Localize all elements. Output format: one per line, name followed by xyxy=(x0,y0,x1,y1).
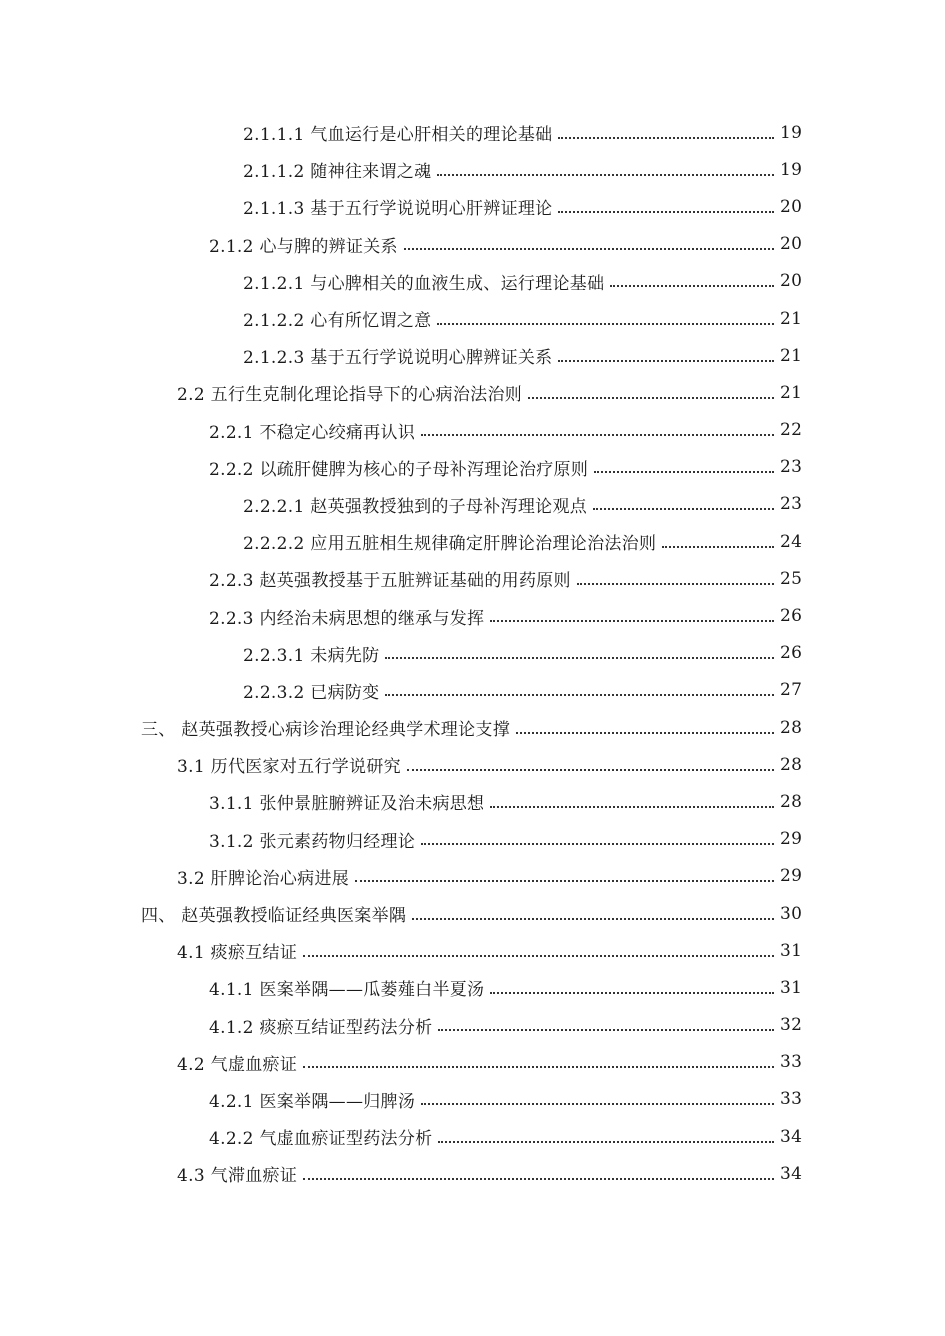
dot-leader xyxy=(421,434,774,436)
toc-entry-page-number: 21 xyxy=(780,308,803,329)
toc-entry-title: 3.1 历代医家对五行学说研究 xyxy=(177,752,407,777)
dot-leader xyxy=(528,397,774,399)
toc-entry-page-number: 33 xyxy=(780,1052,803,1073)
dot-leader xyxy=(437,174,774,176)
toc-entry-title: 2.2.1 不稳定心绞痛再认识 xyxy=(209,418,421,443)
toc-entry[interactable] xyxy=(0,597,802,634)
dot-leader xyxy=(490,620,774,622)
dot-leader xyxy=(385,694,774,696)
dot-leader xyxy=(355,880,774,882)
toc-entry-page-number: 19 xyxy=(780,122,803,143)
toc-entry[interactable] xyxy=(0,783,802,820)
toc-entry-title: 2.1.2 心与脾的辨证关系 xyxy=(209,232,404,257)
toc-entry-page-number: 23 xyxy=(780,457,803,478)
dot-leader xyxy=(558,137,774,139)
dot-leader xyxy=(558,211,774,213)
toc-entry-page-number: 33 xyxy=(780,1089,803,1110)
dot-leader xyxy=(490,806,774,808)
toc-entry[interactable] xyxy=(0,1118,802,1155)
toc-entry-title: 4.3 气滞血瘀证 xyxy=(177,1161,303,1186)
dot-leader xyxy=(404,248,774,250)
toc-entry[interactable] xyxy=(0,374,802,411)
dot-leader xyxy=(303,1066,774,1068)
toc-entry-page-number: 26 xyxy=(780,643,803,664)
toc-entry-title: 2.2.3.1 未病先防 xyxy=(243,641,385,666)
toc-entry[interactable] xyxy=(0,895,802,932)
toc-entry-page-number: 29 xyxy=(780,866,803,887)
dot-leader xyxy=(662,546,774,548)
toc-entry-page-number: 34 xyxy=(780,1163,803,1184)
toc-entry-page-number: 32 xyxy=(780,1015,803,1036)
toc-entry-title: 2.1.2.2 心有所忆谓之意 xyxy=(243,306,437,331)
toc-entry[interactable] xyxy=(0,188,802,225)
toc-entry[interactable] xyxy=(0,226,802,263)
table-of-contents xyxy=(0,114,945,1192)
toc-entry[interactable] xyxy=(0,969,802,1006)
toc-entry-title: 2.1.2.3 基于五行学说说明心脾辨证关系 xyxy=(243,343,558,368)
toc-entry-page-number: 31 xyxy=(780,940,803,961)
toc-entry-page-number: 22 xyxy=(780,420,803,441)
toc-entry-page-number: 30 xyxy=(780,903,803,924)
toc-entry-title: 2.1.1.2 随神往来谓之魂 xyxy=(243,157,437,182)
toc-entry-page-number: 20 xyxy=(780,271,803,292)
toc-entry-page-number: 34 xyxy=(780,1126,803,1147)
toc-entry-title: 四、 赵英强教授临证经典医案举隅 xyxy=(141,901,412,926)
toc-entry-title: 4.2 气虚血瘀证 xyxy=(177,1050,303,1075)
dot-leader xyxy=(437,323,774,325)
dot-leader xyxy=(438,1141,774,1143)
toc-entry[interactable] xyxy=(0,709,802,746)
toc-entry[interactable] xyxy=(0,1007,802,1044)
toc-entry[interactable] xyxy=(0,449,802,486)
toc-entry-page-number: 24 xyxy=(780,531,803,552)
toc-entry-title: 2.1.1.3 基于五行学说说明心肝辨证理论 xyxy=(243,194,558,219)
dot-leader xyxy=(407,769,774,771)
toc-entry-page-number: 28 xyxy=(780,717,803,738)
toc-entry-page-number: 19 xyxy=(780,159,803,180)
toc-entry[interactable] xyxy=(0,1044,802,1081)
toc-entry-page-number: 20 xyxy=(780,234,803,255)
toc-entry[interactable] xyxy=(0,672,802,709)
toc-entry-title: 4.1.1 医案举隅——瓜蒌薤白半夏汤 xyxy=(209,975,490,1000)
toc-entry[interactable] xyxy=(0,412,802,449)
toc-entry[interactable] xyxy=(0,1081,802,1118)
toc-entry-title: 4.1 痰瘀互结证 xyxy=(177,938,303,963)
toc-entry-page-number: 25 xyxy=(780,568,803,589)
toc-entry-page-number: 31 xyxy=(780,977,803,998)
toc-entry-page-number: 27 xyxy=(780,680,803,701)
toc-entry[interactable] xyxy=(0,263,802,300)
dot-leader xyxy=(421,1103,774,1105)
toc-entry-title: 2.2.3 内经治未病思想的继承与发挥 xyxy=(209,604,490,629)
toc-entry-title: 3.1.1 张仲景脏腑辨证及治未病思想 xyxy=(209,789,490,814)
toc-entry-title: 2.1.2.1 与心脾相关的血液生成、运行理论基础 xyxy=(243,269,610,294)
toc-entry-page-number: 26 xyxy=(780,606,803,627)
toc-entry-title: 2.2.2.1 赵英强教授独到的子母补泻理论观点 xyxy=(243,492,593,517)
toc-entry[interactable] xyxy=(0,523,802,560)
dot-leader xyxy=(438,1029,774,1031)
dot-leader xyxy=(412,918,774,920)
toc-entry[interactable] xyxy=(0,858,802,895)
dot-leader xyxy=(490,992,774,994)
toc-entry-title: 3.1.2 张元素药物归经理论 xyxy=(209,827,421,852)
toc-entry[interactable] xyxy=(0,337,802,374)
dot-leader xyxy=(577,583,774,585)
toc-entry[interactable] xyxy=(0,635,802,672)
toc-entry[interactable] xyxy=(0,560,802,597)
toc-entry-page-number: 21 xyxy=(780,382,803,403)
toc-entry-page-number: 28 xyxy=(780,754,803,775)
toc-entry[interactable] xyxy=(0,486,802,523)
toc-entry[interactable] xyxy=(0,821,802,858)
toc-entry[interactable] xyxy=(0,1155,802,1192)
toc-entry-title: 2.2.2.2 应用五脏相生规律确定肝脾论治理论治法治则 xyxy=(243,529,662,554)
dot-leader xyxy=(516,732,774,734)
dot-leader xyxy=(303,1178,774,1180)
toc-entry[interactable] xyxy=(0,932,802,969)
toc-entry-page-number: 20 xyxy=(780,196,803,217)
dot-leader xyxy=(593,508,774,510)
toc-entry-title: 4.2.2 气虚血瘀证型药法分析 xyxy=(209,1124,438,1149)
dot-leader xyxy=(303,955,774,957)
toc-entry[interactable] xyxy=(0,746,802,783)
toc-entry-title: 2.1.1.1 气血运行是心肝相关的理论基础 xyxy=(243,120,558,145)
toc-entry-page-number: 23 xyxy=(780,494,803,515)
toc-entry[interactable] xyxy=(0,300,802,337)
toc-entry-page-number: 28 xyxy=(780,791,803,812)
dot-leader xyxy=(558,360,774,362)
toc-entry-title: 三、 赵英强教授心病诊治理论经典学术理论支撑 xyxy=(141,715,516,740)
toc-entry-title: 4.1.2 痰瘀互结证型药法分析 xyxy=(209,1013,438,1038)
dot-leader xyxy=(421,843,774,845)
toc-entry-title: 2.2.3 赵英强教授基于五脏辨证基础的用药原则 xyxy=(209,566,577,591)
toc-entry[interactable] xyxy=(0,151,802,188)
toc-entry-title: 2.2.3.2 已病防变 xyxy=(243,678,385,703)
dot-leader xyxy=(594,471,774,473)
toc-entry-title: 2.2.2 以疏肝健脾为核心的子母补泻理论治疗原则 xyxy=(209,455,594,480)
toc-entry-title: 2.2 五行生克制化理论指导下的心病治法治则 xyxy=(177,380,528,405)
dot-leader xyxy=(385,657,774,659)
toc-entry-title: 3.2 肝脾论治心病进展 xyxy=(177,864,355,889)
dot-leader xyxy=(610,285,774,287)
toc-entry[interactable] xyxy=(0,114,802,151)
toc-entry-page-number: 29 xyxy=(780,829,803,850)
toc-entry-title: 4.2.1 医案举隅——归脾汤 xyxy=(209,1087,421,1112)
toc-entry-page-number: 21 xyxy=(780,345,803,366)
